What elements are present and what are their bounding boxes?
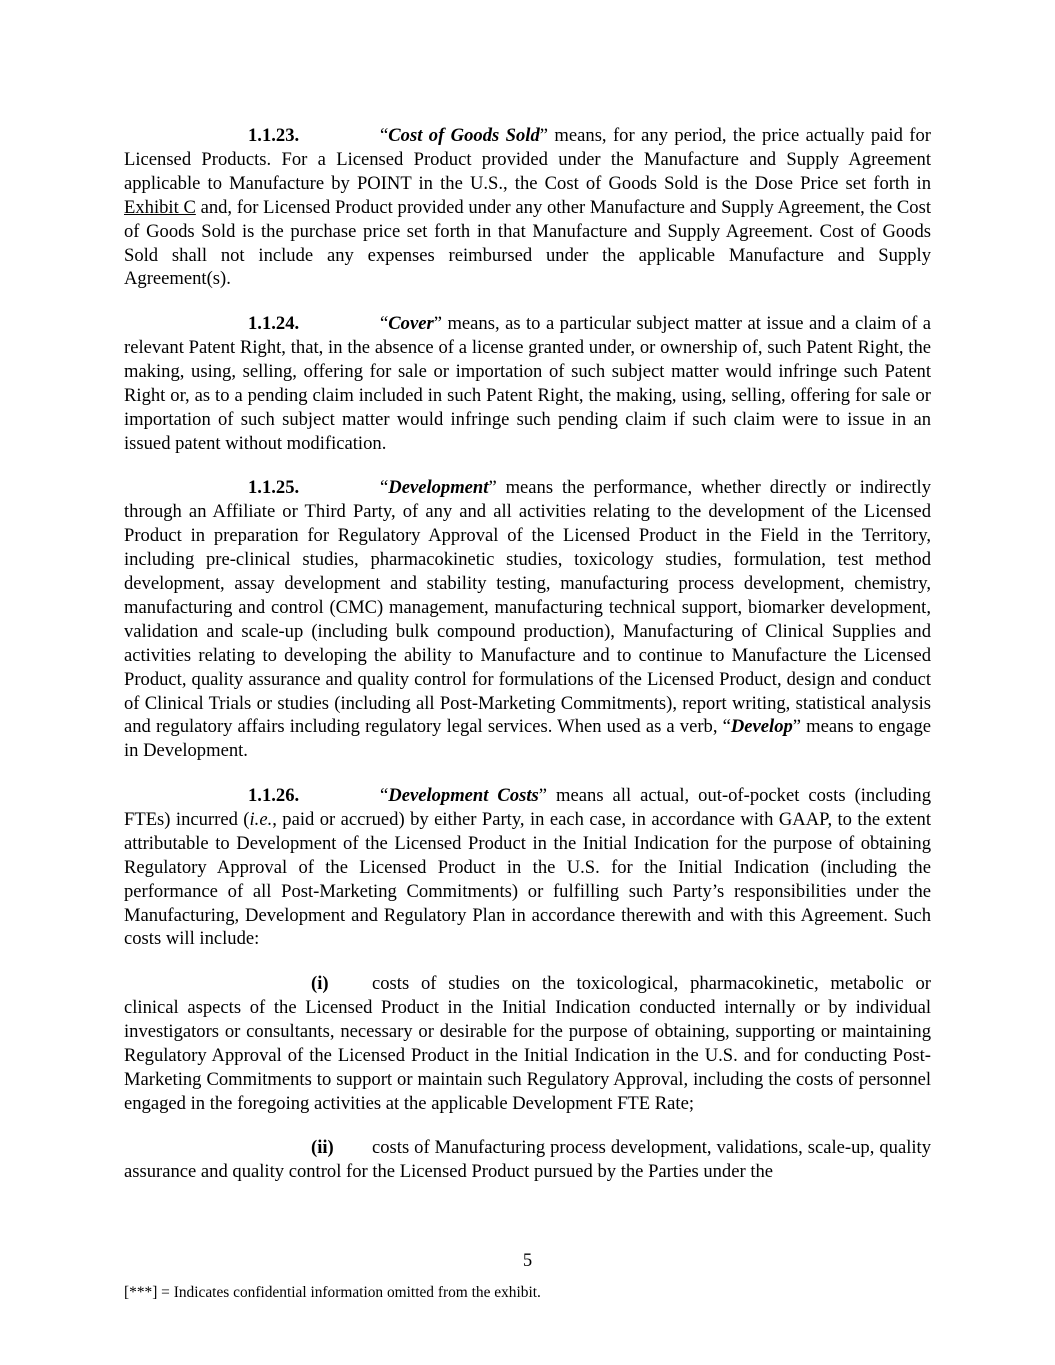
section-1-1-24 xyxy=(124,312,931,455)
section-text: means, for any period, the price actually paid for Licensed Products. For a Licensed Product provided under the Manufacture and Supply Agreement applicable to Manufacture by POINT in the U.S., the Cost of Goods Sold is the Dose Price set forth in xyxy=(124,125,931,194)
section-1-1-25 xyxy=(124,476,931,763)
exhibit-c-reference: Exhibit C xyxy=(124,196,196,218)
open-quote: “ xyxy=(380,477,389,499)
open-quote: “ xyxy=(380,785,389,807)
section-1-1-26 xyxy=(124,784,931,951)
section-text: ” means to engage in Development. xyxy=(124,716,931,762)
close-quote: ” xyxy=(539,125,549,146)
subsection-text: costs of studies on the toxicological, pharmacokinetic, metabolic or clinical aspects of the Licensed Product in the Initial Indication conducted internally or by individual investigators or consultants, necessary or desirable for the purpose of obtaining, supporting or maintaining Regulatory Approval of the Licensed Product in the Initial Indication in the U.S. and for conducting Post-Marketing Commitments to support or maintain such Regulatory Approval, including the costs of personnel engaged in the foregoing activities at the applicable Development FTE Rate; xyxy=(124,973,931,1114)
subsection-i xyxy=(124,972,931,1115)
defined-term: Development Costs xyxy=(388,785,539,807)
defined-term: Development xyxy=(388,477,489,499)
section-text: and, for Licensed Product provided under any other Manufacture and Supply Agreement, the Cost of Goods Sold is the purchase price set forth in that Manufacture and Supply Agreement. Cost of Goods Sold shall not include any expenses reimbursed under the applicable Manufacture and Supply Agreement(s). xyxy=(124,196,931,290)
defined-term: Cost of Goods Sold xyxy=(388,125,540,146)
defined-term: Cover xyxy=(388,313,434,335)
subsection-number: (ii) xyxy=(311,1137,334,1159)
document-body xyxy=(124,124,931,1205)
section-text: means all actual, out-of-pocket costs (including FTEs) incurred ( xyxy=(124,785,931,830)
defined-term-verb: Develop xyxy=(730,716,793,738)
open-quote: “ xyxy=(380,125,389,146)
section-text: means the performance, whether directly or indirectly through an Affiliate or Third Party, of any and all activities relating to the development of the Licensed Product in preparation for Regulatory Approval of the Licensed Product in the Field in the Territory, including pre-clinical studies, pharmacokinetic studies, toxicology studies, formulation, test method development, assay development and stability testing, manufacturing process development, chemistry, manufacturing and control (CMC) management, manufacturing technical support, biomarker development, validation and scale-up (including bulk compound production), Manufacturing of Clinical Supplies and activities relating to developing the ability to Manufacture and to continue to Manufacture the Licensed Product, quality assurance and quality control for formulations of the Licensed Product, design and conduct of Clinical Trials or studies (including all Post-Marketing Commitments), report writing, statistical analysis and regulatory affairs including regulatory legal services. When used as a verb, “ xyxy=(124,477,931,738)
italic-abbreviation: i.e. xyxy=(249,808,273,830)
section-text: means, as to a particular subject matter at issue and a claim of a relevant Patent Right, that, in the absence of a license granted under, or ownership of, such Patent Right, the making, using, selling, offering for sale or importation of such subject matter would infringe such Patent Right or, as to a pending claim included in such Patent Right, the making, using, selling, offering for sale or importation of such subject matter would infringe such pending claim if such claim were to issue in an issued patent without modification. xyxy=(124,313,931,454)
subsection-number: (i) xyxy=(311,973,329,995)
subsection-ii xyxy=(124,1136,931,1184)
page-number: 5 xyxy=(522,1250,533,1271)
open-quote: “ xyxy=(380,313,389,335)
section-text: , paid or accrued) by either Party, in each case, in accordance with GAAP, to the extent attributable to Development of the Licensed Product in the Initial Indication for the purpose of obtaining Regulatory Approval of the Licensed Product in the U.S. for the Initial Indication (including the performance of all Post-Marketing Commitments) or fulfilling such Party’s responsibilities under the Manufacturing, Development and Regulatory Plan in accordance therewith and with this Agreement. Such costs will include: xyxy=(124,808,931,950)
section-number: 1.1.24. xyxy=(248,313,300,335)
close-quote: ” xyxy=(538,785,548,807)
section-1-1-23 xyxy=(124,124,931,291)
close-quote: ” xyxy=(433,313,442,335)
close-quote: ” xyxy=(488,477,497,499)
section-number: 1.1.23. xyxy=(248,125,300,146)
subsection-text: costs of Manufacturing process development, validations, scale-up, quality assurance and quality control for the Licensed Product pursued by the Parties under the xyxy=(124,1137,931,1183)
section-number: 1.1.26. xyxy=(248,785,300,807)
section-number: 1.1.25. xyxy=(248,477,300,499)
confidentiality-footer: [***] = Indicates confidential information omitted from the exhibit. xyxy=(124,1284,541,1301)
